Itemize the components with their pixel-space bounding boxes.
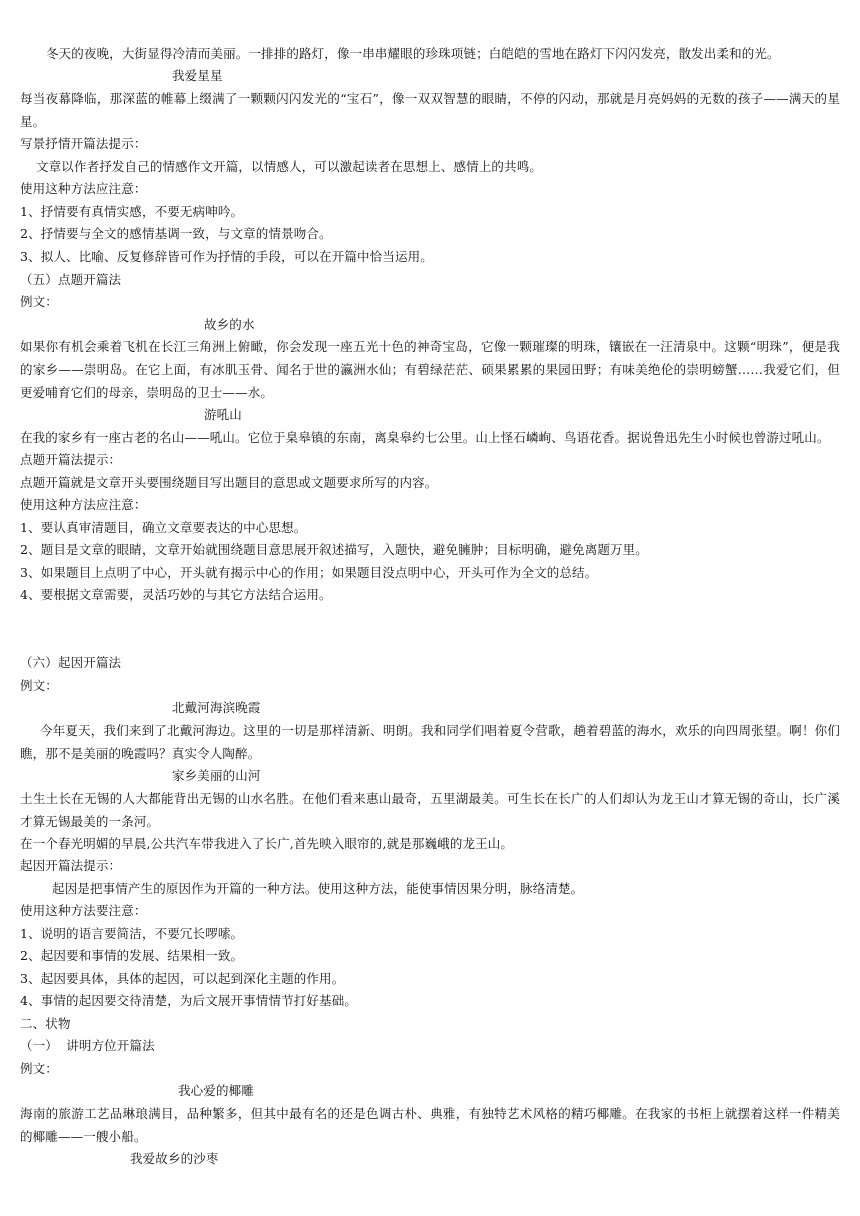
example-label: 例文：: [20, 294, 58, 309]
section-heading-6: （六）起因开篇法: [20, 655, 122, 670]
paragraph-cause-tip: 起因是把事情产生的原因作为开篇的一种方法。使用这种方法，能使事情因果分明，脉络清楚。: [52, 881, 584, 896]
heading-scene-notes: 使用这种方法应注意：: [20, 181, 147, 196]
example-title-jujube: 我爱故乡的沙枣: [130, 1151, 219, 1166]
point-note-item: 3、如果题目上点明了中心，开头就有揭示中心的作用；如果题目没点明中心，开头可作为全文的总结。: [20, 565, 598, 580]
point-note-item: 4、要根据文章需要，灵活巧妙的与其它方法结合运用。: [20, 587, 332, 602]
example-title-water: 故乡的水: [204, 317, 255, 332]
example-title-stars: 我爱星星: [172, 68, 223, 83]
heading-point-notes: 使用这种方法应注意：: [20, 497, 147, 512]
example-label: 例文：: [20, 678, 58, 693]
cause-note-item: 1、说明的语言要简洁，不要冗长啰嗦。: [20, 926, 244, 941]
cause-note-item: 2、起因要和事情的发展、结果相一致。: [20, 948, 244, 963]
scene-note-item: 1、抒情要有真情实感，不要无病呻吟。: [20, 204, 244, 219]
example-title-mountain-river: 家乡美丽的山河: [172, 768, 261, 783]
cause-note-item: 4、事情的起因要交待清楚，为后文展开事情情节打好基础。: [20, 993, 358, 1008]
heading-cause-notes: 使用这种方法要注意：: [20, 903, 147, 918]
cause-note-item: 3、起因要具体，具体的起因，可以起到深化主题的作用。: [20, 971, 345, 986]
scene-note-item: 3、拟人、比喻、反复修辞皆可作为抒情的手段，可以在开篇中恰当运用。: [20, 249, 433, 264]
paragraph-mountain-river-2: 在一个春光明媚的早晨,公共汽车带我进入了长广,首先映入眼帘的,就是那巍峨的龙王山。: [20, 836, 514, 851]
example-label: 例文：: [20, 1061, 58, 1076]
point-note-item: 2、题目是文章的眼睛，文章开始就围绕题目意思展开叙述描写，入题快，避免臃肿；目标明确，避免离题万里。: [20, 542, 648, 557]
paragraph-winter-night: 冬天的夜晚，大街显得冷清而美丽。一排排的路灯，像一串串耀眼的珍珠项链；白皑皑的雪地在路灯下闪闪发亮，散发出柔和的光。: [46, 46, 780, 61]
heading-point-tip: 点题开篇法提示：: [20, 452, 122, 467]
paragraph-point-tip: 点题开篇就是文章开头要围绕题目写出题目的意思或文题要求所写的内容。: [20, 475, 438, 490]
example-title-coconut: 我心爱的椰雕: [178, 1083, 254, 1098]
section-heading-5: （五）点题开篇法: [20, 272, 122, 287]
paragraph-water: 如果你有机会乘着飞机在长江三角洲上俯瞰，你会发现一座五光十色的神奇宝岛，它像一颗璀璨的明珠，镶嵌在一汪清泉中。这颗“明珠”，便是我的家乡——崇明岛。在它上面，有冰肌玉骨、闻名于世的瀛洲水仙；有碧绿茫茫、硕果累累的果园田野；有味美绝伦的崇明螃蟹……我爱它们，但更爱哺育它们的母亲，崇明岛的卫士——水。: [20, 339, 840, 400]
section-heading-objects-1: （一） 讲明方位开篇法: [20, 1038, 155, 1053]
example-title-hou-mountain: 游吼山: [204, 407, 242, 422]
example-title-beidaihe: 北戴河海滨晚霞: [172, 700, 261, 715]
heading-scene-tip: 写景抒情开篇法提示：: [20, 136, 147, 151]
paragraph-hou-mountain: 在我的家乡有一座古老的名山——吼山。它位于臬皋镇的东南，离臬皋约七公里。山上怪石嶙峋、鸟语花香。据说鲁迅先生小时候也曾游过吼山。: [20, 430, 830, 445]
paragraph-stars: 每当夜幕降临，那深蓝的帷幕上缀满了一颗颗闪闪发光的“宝石”，像一双双智慧的眼睛，不停的闪动，那就是月亮妈妈的无数的孩子——满天的星星。: [20, 91, 840, 129]
chapter-heading-objects: 二、状物: [20, 1016, 71, 1031]
paragraph-scene-tip: 文章以作者抒发自己的情感作文开篇，以情感人，可以激起读者在思想上、感情上的共鸣。: [36, 159, 543, 174]
scene-note-item: 2、抒情要与全文的感情基调一致，与文章的情景吻合。: [20, 226, 332, 241]
point-note-item: 1、要认真审清题目，确立文章要表达的中心思想。: [20, 520, 307, 535]
paragraph-coconut: 海南的旅游工艺品琳琅满目，品种繁多，但其中最有名的还是色调古朴、典雅，有独特艺术风格的精巧椰雕。在我家的书柜上就摆着这样一件精美的椰雕——一艘小船。: [20, 1106, 840, 1144]
paragraph-beidaihe: 今年夏天，我们来到了北戴河海边。这里的一切是那样清新、明朗。我和同学们唱着夏令营歌，趟着碧蓝的海水，欢乐的向四周张望。啊！你们瞧，那不是美丽的晚霞吗？真实令人陶醉。: [20, 723, 840, 761]
paragraph-mountain-river: 土生土长在无锡的人大都能背出无锡的山水名胜。在他们看来惠山最奇，五里湖最美。可生长在长广的人们却认为龙王山才算无锡的奇山，长广溪才算无锡最美的一条河。: [20, 791, 840, 829]
heading-cause-tip: 起因开篇法提示：: [20, 858, 122, 873]
